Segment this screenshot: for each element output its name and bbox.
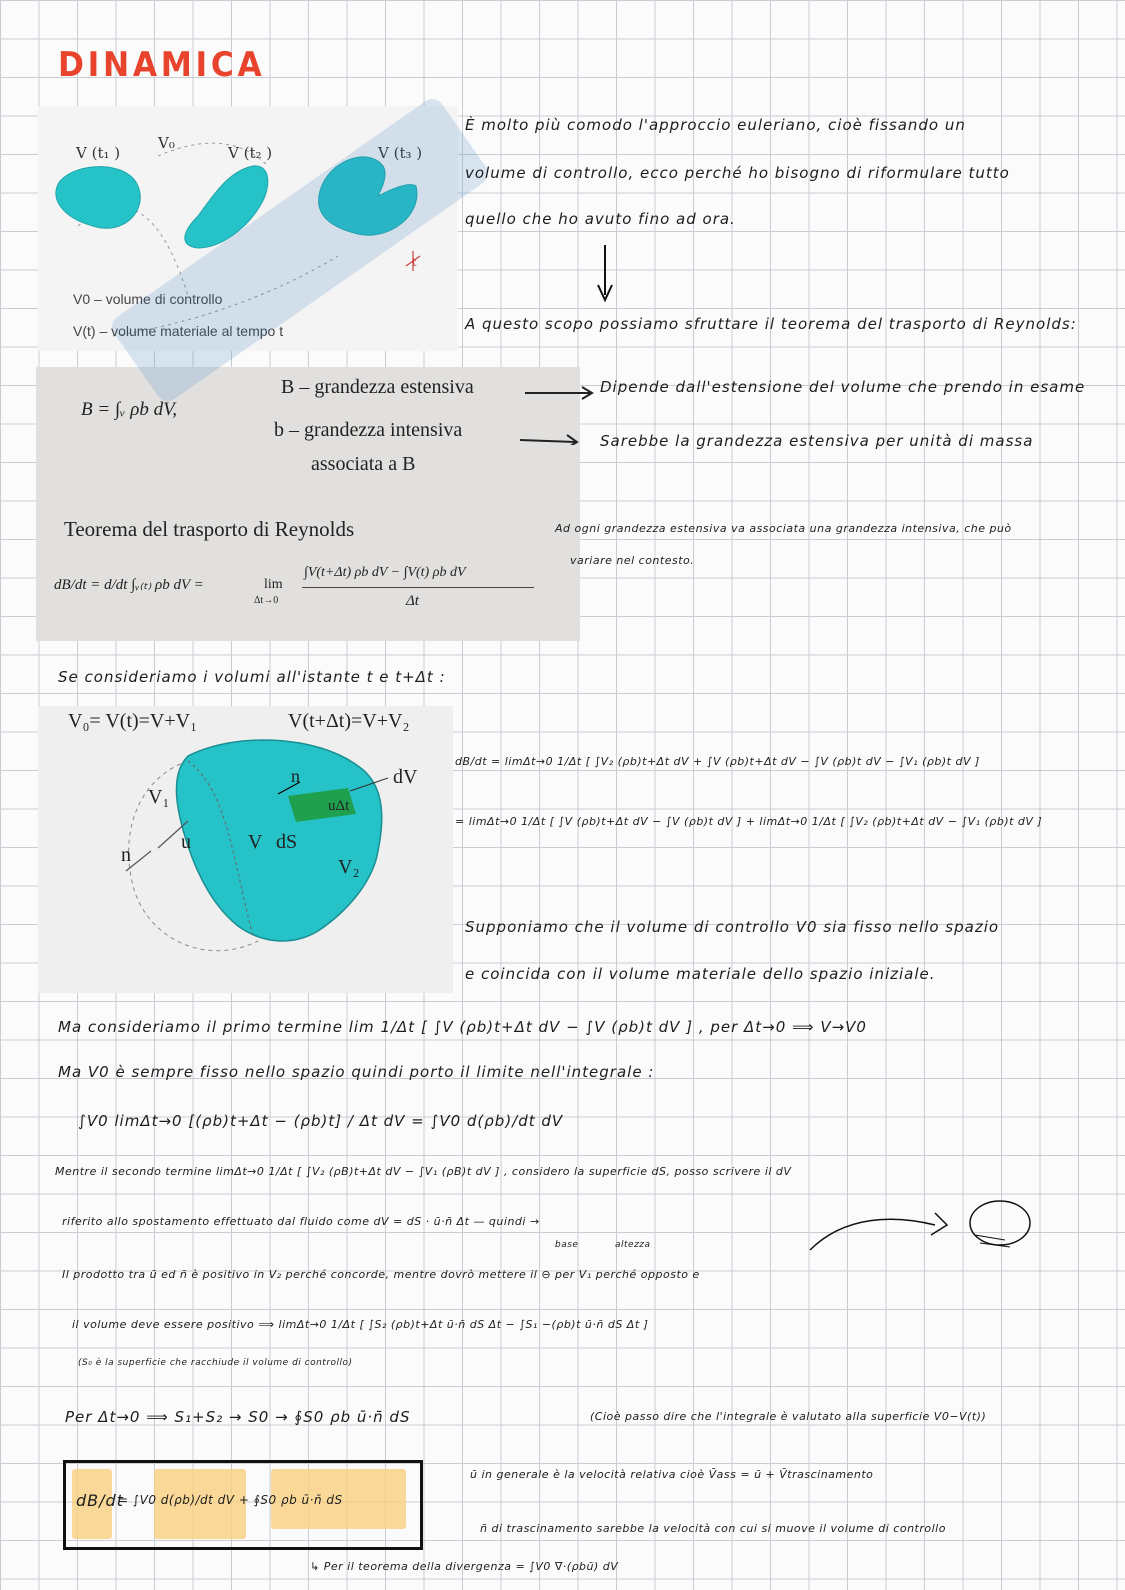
note-n-trascinamento: n̄ di trascinamento sarebbe la velocità con cui si muove il volume di controllo [480, 1522, 946, 1535]
eq-db-dt-expansion: dB/dt = limΔt→0 1/Δt [ ∫V₂ (ρb)t+Δt dV + ∫V (ρb)t+Δt dV − ∫V (ρb)t dV − ∫V₁ (ρb)t dV ] [455, 755, 980, 768]
note-product: Il prodotto tra ū ed n̄ è positivo in V₂ perché concorde, mentre dovrò mettere il ⊖ per V₁ perché opposto e [62, 1268, 700, 1281]
theorem-numerator: ∫V(t+Δt) ρb dV − ∫V(t) ρb dV [304, 565, 466, 580]
label-u: u [181, 831, 191, 853]
note-assoc-1: Ad ogni grandezza estensiva va associata una grandezza intensiva, che può [555, 522, 1012, 535]
eq-limit-integral: ∫V0 limΔt→0 [(ρb)t+Δt − (ρb)t] / Δt dV = ∫V0 d(ρb)/dt dV [78, 1112, 564, 1130]
label-v-t1: V (t₁ ) [76, 144, 121, 162]
figure-reynolds-theorem [36, 367, 580, 641]
note-second-term: Mentre il secondo termine limΔt→0 1/Δt [ ∫V₂ (ρB)t+Δt dV − ∫V₁ (ρB)t dV ] , considero la superficie dS, posso scrivere il dV [55, 1165, 792, 1178]
theorem-lim-sub: Δt→0 [254, 595, 279, 606]
final-lhs: dB/dt [76, 1491, 124, 1510]
label-intensive: b – grandezza intensiva [274, 419, 463, 441]
label-v-t2: V (t₂ ) [228, 144, 273, 162]
v1-sketch [805, 1195, 1045, 1260]
note-extensive: Dipende dall'estensione del volume che prendo in esame [600, 378, 1086, 396]
note-intro-1: È molto più comodo l'approccio euleriano, cioè fissando un [465, 116, 966, 134]
theorem-lim: lim [264, 577, 283, 592]
note-first-term: Ma consideriamo il primo termine lim 1/Δt [ ∫V (ρb)t+Δt dV − ∫V (ρb)t dV ] , per Δt→0 ⟹ V→V0 [58, 1018, 867, 1036]
fluid-blobs-drawing [38, 106, 458, 351]
arrows-figure2 [520, 385, 600, 445]
theorem-lhs: dB/dt = d/dt ∫ᵥ₍ₜ₎ ρb dV = [54, 577, 204, 593]
label-v1: V₁ [148, 786, 170, 808]
control-volume-drawing [38, 706, 453, 993]
label-u-dt: uΔt [328, 798, 350, 814]
label-n-top: n [291, 766, 300, 786]
down-arrow [595, 245, 615, 305]
note-suppose-2: e coincida con il volume materiale dello spazio iniziale. [465, 965, 936, 983]
blob-t2 [185, 166, 268, 248]
note-consider-volumes: Se consideriamo i volumi all'istante t e t+Δt : [58, 668, 446, 686]
note-assoc-2: variare nel contesto. [570, 554, 695, 567]
final-equation-box [63, 1460, 423, 1550]
label-extensive: B – grandezza estensiva [281, 376, 474, 398]
note-dv-height: altezza [615, 1240, 651, 1250]
label-v0: V₀ [158, 134, 175, 152]
note-dv-def: riferito allo spostamento effettuato dal fluido come dV = dS · ū·n̄ Δt — quindi → [62, 1215, 540, 1228]
label-v: V [248, 831, 263, 853]
theorem-denominator: Δt [406, 593, 419, 609]
fraction-bar [302, 587, 534, 588]
note-intro-2: volume di controllo, ecco perché ho bisogno di riformulare tutto [465, 164, 1010, 182]
eq-vt-dt: V(t+Δt)=V+V₂ [288, 710, 410, 732]
note-intro-3: quello che ho avuto fino ad ora. [465, 210, 736, 228]
b-definition: B = ∫ᵥ ρb dV, [81, 399, 177, 420]
time-axis-mark: t [412, 256, 417, 269]
eq-db-dt-split: = limΔt→0 1/Δt [ ∫V (ρb)t+Δt dV − ∫V (ρb)t dV ] + limΔt→0 1/Δt [ ∫V₂ (ρb)t+Δt dV − ∫V₁ (ρb)t dV ] [455, 815, 1043, 828]
note-limit: Per Δt→0 ⟹ S₁+S₂ → S0 → ∮S0 ρb ū·n̄ dS [65, 1408, 411, 1426]
note-surface: (S₀ è la superficie che racchiude il volume di controllo) [78, 1358, 353, 1368]
note-limit-explanation: (Cioè passo dire che l'integrale è valutato alla superficie V0−V(t)) [590, 1410, 987, 1423]
label-v2: V₂ [338, 856, 360, 878]
final-rhs: = ∫V0 d(ρb)/dt dV + ∮S0 ρb ū·n̄ dS [118, 1493, 343, 1507]
eq-v0: V₀= V(t)=V+V₁ [68, 710, 198, 732]
label-intensive-assoc: associata a B [311, 453, 416, 475]
label-n-left: n [121, 844, 131, 866]
page-title: DINAMICA [58, 45, 266, 85]
label-v-t3: V (t₃ ) [378, 144, 423, 162]
note-u-general: ū in generale è la velocità relativa cioè V̄ass = ū + V̄trascinamento [470, 1468, 874, 1481]
label-ds: dS [276, 831, 298, 853]
figure-material-volumes [38, 106, 458, 351]
note-suppose-1: Supponiamo che il volume di controllo V0 sia fisso nello spazio [465, 918, 1000, 936]
blob-t3 [319, 157, 417, 235]
note-scope: A questo scopo possiamo sfruttare il teorema del trasporto di Reynolds: [465, 315, 1077, 333]
note-positive-volume: il volume deve essere positivo ⟹ limΔt→0 1/Δt [ ∫S₂ (ρb)t+Δt ū·n̄ dS Δt − ∫S₁ −(ρb)t ū·n̄ dS Δt ] [72, 1318, 649, 1331]
note-intensive: Sarebbe la grandezza estensiva per unità di massa [600, 432, 1034, 450]
caption-material-volume: V(t) – volume materiale al tempo t [73, 323, 284, 339]
label-dv: dV [393, 766, 418, 788]
blob-t1 [56, 167, 140, 229]
caption-control-volume: V0 – volume di controllo [73, 291, 223, 307]
note-dv-base: base [555, 1240, 579, 1250]
theorem-title: Teorema del trasporto di Reynolds [64, 517, 355, 541]
note-divergence: ↳ Per il teorema della divergenza = ∫V0 ∇̄·(ρbū) dV [310, 1560, 619, 1573]
figure-control-volume [38, 706, 453, 993]
note-fixed: Ma V0 è sempre fisso nello spazio quindi porto il limite nell'integrale : [58, 1063, 655, 1081]
